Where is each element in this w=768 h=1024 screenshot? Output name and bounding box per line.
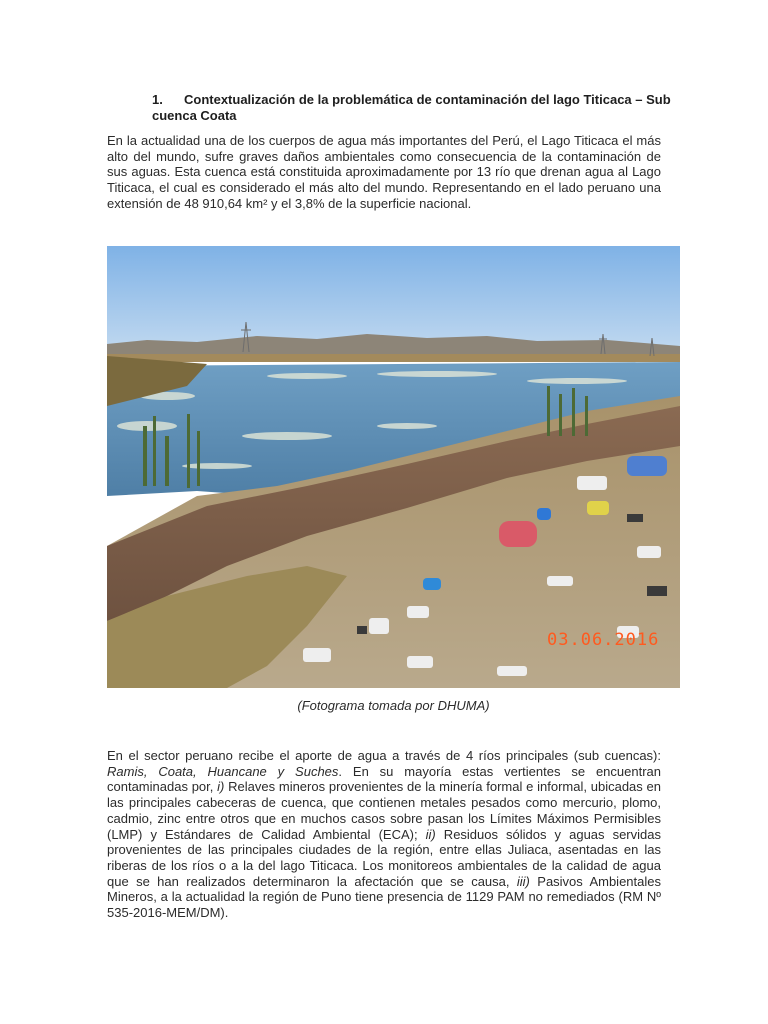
section-heading xyxy=(152,92,672,124)
photo-caption: (Fotograma tomada por DHUMA) xyxy=(297,698,490,713)
section-title: Contextualización de la problemática de contaminación del lago Titicaca – Sub cuenca Coata xyxy=(152,92,671,123)
rivers-text-4: Residuos sólidos y aguas servidas provenientes de las principales ciudades de la región, entre ellas Juliaca, asentadas en las riberas de los ríos o a la del lago Titicaca. Los monitoreos ambientales de la calidad de agua que se han realizados determinaron la afectación que se causa, xyxy=(107,826,661,889)
rivers-text-5: Pasivos Ambientales Mineros, a la actualidad la región de Puno tiene presencia de 1129 PAM no remediados (RM Nº 535-2016-MEM/DM). xyxy=(107,873,661,921)
marker-ii: ii) xyxy=(425,826,436,842)
rivers-text-2: . En su mayoría estas vertientes se encuentran contaminadas por, xyxy=(107,763,661,795)
rivers-text-3: Relaves mineros provenientes de la minería formal e informal, ubicadas en las principales cabeceras de cuenca, que contienen metales pesados como mercurio, plomo, cadmio, zinc entre otros que en muchos casos sobre pasan los Límites Máximos Permisibles (LMP) y Estándares de Calidad Ambiental (ECA); xyxy=(107,779,661,842)
photo-date-stamp: 03.06.2016 xyxy=(547,630,660,650)
intro-paragraph: En la actualidad una de los cuerpos de agua más importantes del Perú, el Lago Titicaca el más alto del mundo, sufre graves daños ambientales como consecuencia de la contaminación de sus aguas. Esta cuenca está constituida aproximadamente por 13 río que drenan agua al Lago Titicaca, el cual es considerado el más alto del mundo. Representando en el lado peruano una extensión de 48 910,64 km² y el 3,8% de la superficie nacional. xyxy=(107,133,661,211)
rivers-text-1: En el sector peruano recibe el aporte de agua a través de 4 ríos principales (sub cuencas): xyxy=(107,748,661,763)
marker-iii: iii) xyxy=(516,873,530,889)
section-number: 1. xyxy=(152,92,163,107)
lake-photo xyxy=(107,246,680,688)
marker-i: i) xyxy=(217,779,225,795)
rivers-paragraph xyxy=(107,748,661,921)
rivers-names: Ramis, Coata, Huancane y Suches xyxy=(107,763,339,779)
